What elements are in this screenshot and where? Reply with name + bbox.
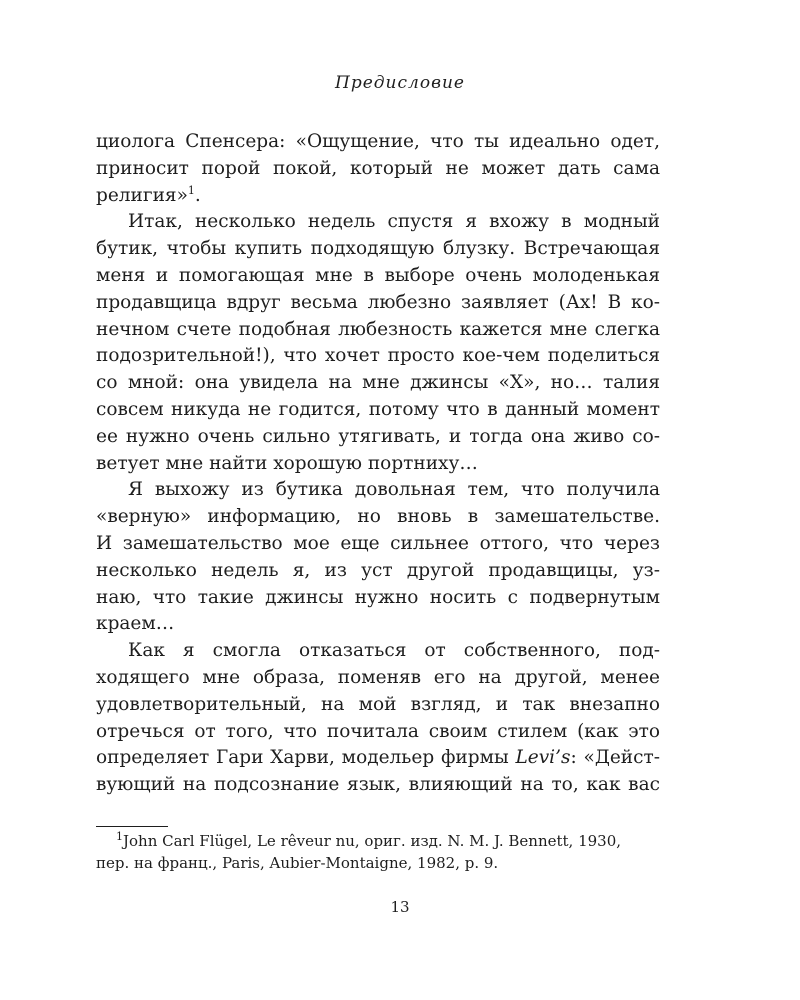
text-line: ее нужно очень сильно утягивать, и тогда она живо со- (96, 425, 660, 447)
text-line: приносит порой покой, который не может дать сама (96, 157, 660, 179)
text-line: бутик, чтобы купить подходящую блузку. Встречающая (96, 238, 660, 260)
footnote (96, 830, 660, 874)
text-line: удовлетворительный, на мой взгляд, и так внезапно (96, 693, 660, 715)
text-fragment: определяет Гари Харви, модельер фирмы (96, 747, 516, 769)
text-line: ветует мне найти хорошую портниху… (96, 452, 478, 474)
text-line: Как я смогла отказаться от собственного, под- (128, 640, 660, 662)
text-line: несколько недель я, из уст другой продавщицы, уз- (96, 559, 660, 581)
text-line: циолога Спенсера: «Ощущение, что ты идеально одет, (96, 131, 660, 152)
text-fragment: религия» (96, 184, 188, 206)
text-line: меня и помогающая мне в выборе очень молоденькая (96, 264, 660, 286)
text-fragment: : «Дейст- (570, 747, 660, 769)
running-header: Предисловие (335, 73, 465, 93)
page-number: 13 (390, 898, 410, 916)
text-line (96, 183, 660, 210)
text-line: отречься от того, что почитала своим стилем (как это (96, 720, 660, 742)
footnote-number: 1 (116, 830, 123, 843)
text-line: ходящего мне образа, поменяв его на другой, менее (96, 666, 660, 688)
text-line: «верную» информацию, но вновь в замешательстве. (96, 506, 660, 528)
text-line: вующий на подсознание язык, влияющий на то, как вас (96, 774, 660, 796)
text-line: Итак, несколько недель спустя я вхожу в модный (128, 211, 660, 233)
text-line: продавщица вдруг весьма любезно заявляет (Ах! В ко- (96, 291, 660, 313)
text-line (96, 745, 660, 772)
brand-name: Levi’s (515, 747, 571, 769)
footnote-reference: 1 (187, 183, 195, 197)
text-fragment: . (194, 184, 201, 206)
body-text (96, 129, 660, 799)
text-line: наю, что такие джинсы нужно носить с подвернутым (96, 586, 660, 608)
footnote-divider (96, 826, 168, 827)
text-line: подозрительной!), что хочет просто кое-чем поделиться (96, 345, 660, 367)
text-line: нечном счете подобная любезность кажется мне слегка (96, 318, 660, 340)
footnote-text: John Carl Flügel, Le rêveur nu, ориг. изд. N. M. J. Bennett, 1930, (123, 832, 622, 850)
text-line: совсем никуда не годится, потому что в данный момент (96, 398, 660, 420)
text-line: со мной: она увидела на мне джинсы «X», но… талия (96, 372, 660, 394)
footnote-line: пер. на франц., Paris, Aubier-Montaigne, 1982, p. 9. (96, 854, 499, 872)
footnote-line (96, 830, 660, 852)
text-line: краем… (96, 613, 175, 635)
text-line: Я выхожу из бутика довольная тем, что получила (128, 479, 660, 501)
text-line: И замешательство мое еще сильнее оттого, что через (96, 532, 660, 554)
